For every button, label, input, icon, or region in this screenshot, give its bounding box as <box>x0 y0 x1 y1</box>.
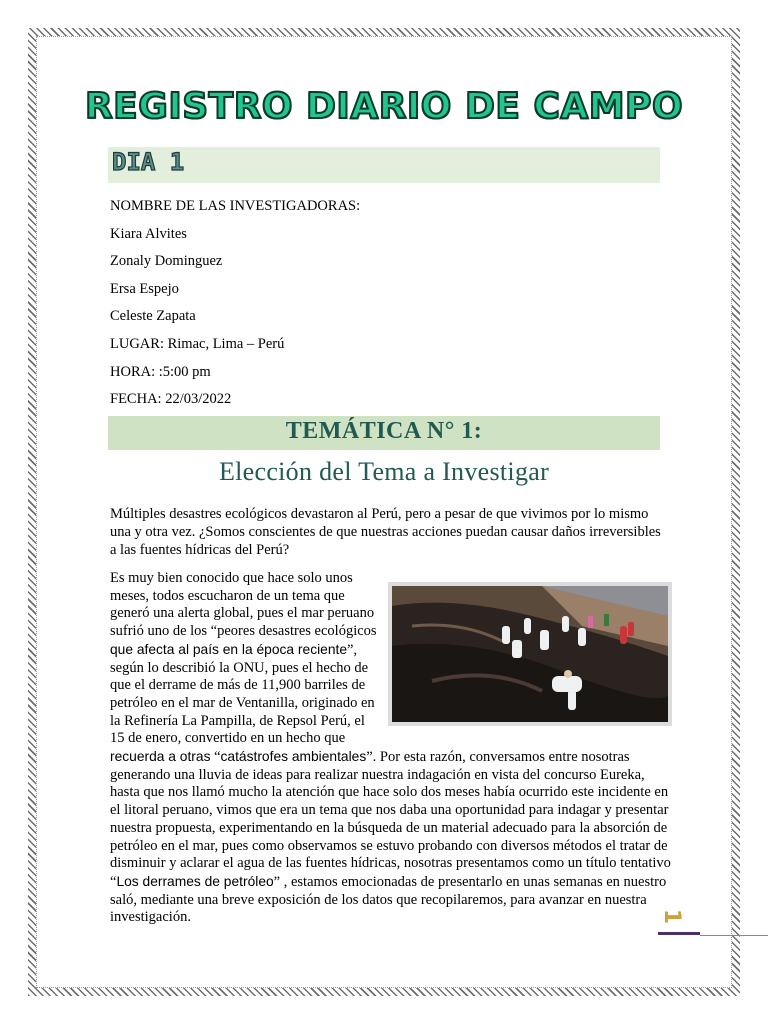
footer-rule-light <box>700 935 768 936</box>
investigator-name: Kiara Alvites <box>110 225 187 242</box>
quoted-text: catástrofes ambientales <box>220 749 367 765</box>
quoted-text: que afecta al país en la época reciente <box>110 641 348 657</box>
investigator-name: Zonaly Dominguez <box>110 253 223 270</box>
page-title: REGISTRO DIARIO DE CAMPO <box>84 86 684 127</box>
investigator-name: Ersa Espejo <box>110 280 179 297</box>
oil-spill-photo <box>388 582 672 726</box>
body-text: ”. Por esta razón, conversamos entre nosotras generando una lluvia de ideas para realizar nuestra indagación en vista del concurso Eureka, hasta que nos llamó mucho la atención que hace solo dos meses había ocurrido este incidente en el litoral peruano, vimos que era un tema que nos daba una oportunidad para indagar y presentar nuestra propuesta, experimentando en la búsqueda de un material adecuado para la absorción de petróleo en el mar, pues como observamos se estuvo probando con diversos métodos el tratar de disminuir y aclarar el agua de las fuentes hídricas, nosotras presentamos como un título tentativo “ <box>110 749 671 890</box>
investigator-name: Celeste Zapata <box>110 308 196 325</box>
time-line: HORA: :5:00 pm <box>110 363 211 380</box>
date-line: FECHA: 22/03/2022 <box>110 391 232 408</box>
location-line: LUGAR: Rimac, Lima – Perú <box>110 335 285 352</box>
section-title: Elección del Tema a Investigar <box>218 457 550 486</box>
body-text: Es muy bien conocido que hace solo unos meses, todos escucharon de un tema que generó una alerta global, pues el mar peruano sufrió uno de los “peores desastres ecológicos <box>110 570 377 640</box>
page-number: 1 <box>659 908 685 925</box>
investigators-heading: NOMBRE DE LAS INVESTIGADORAS: <box>110 198 361 214</box>
body-paragraph <box>110 570 672 927</box>
intro-paragraph: Múltiples desastres ecológicos devastaron al Perú, pero a pesar de que vivimos por lo mismo una y otra vez. ¿Somos conscientes de que nuestras acciones puedan causar daños irreversibles a las fuentes hídricas del Perú? <box>110 506 661 558</box>
tematica-heading: TEMÁTICA N° 1: <box>285 418 483 444</box>
body-text: “ <box>210 749 221 766</box>
quoted-text: Los derrames de petróleo <box>116 873 274 889</box>
body-text: ” , estamos emocionadas de presentarlo en unas semanas en nuestro saló, mediante una breve exposición de los datos que recopilaremos, para avanzar en nuestra investigación. <box>110 873 667 926</box>
investigator-info <box>110 193 360 414</box>
body-text: ”, según lo describió la ONU, pues el hecho de que el derrame de más de 11,900 barriles de petróleo en el mar de Ventanilla, originado en la Refinería La Pampilla, de Repsol Perú, el 15 de enero, convertido en un hecho que <box>110 641 375 747</box>
day-label: DIA 1 <box>112 148 185 176</box>
day-band <box>108 147 660 183</box>
footer-rule <box>658 932 700 935</box>
quoted-text: recuerda a otras <box>110 749 211 765</box>
